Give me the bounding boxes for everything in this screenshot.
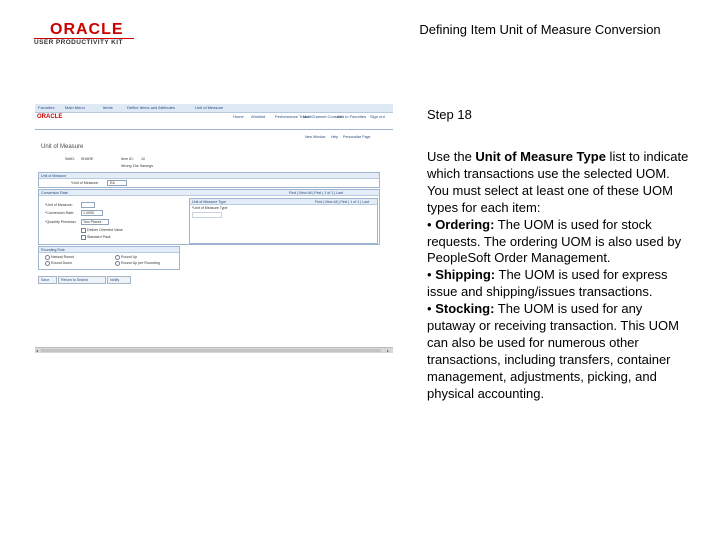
- page-title: Unit of Measure: [41, 144, 84, 150]
- stocking-text: The UOM is used for any putaway or receiving transaction. This UOM can also be used for numerous other transactions, including transfers, container management, adjustments, picking, and physical accounting.: [427, 301, 679, 401]
- shipping-bold: Shipping:: [435, 267, 496, 283]
- oracle-upk-logo: [34, 22, 134, 52]
- scroll-left-icon[interactable]: ◂: [36, 348, 39, 353]
- conversion-navigator[interactable]: Find | View All | First | 1 of 1 | Last: [289, 190, 344, 195]
- notify-button[interactable]: [107, 276, 131, 284]
- deliver-oriented-checkbox[interactable]: [81, 228, 86, 233]
- uom-section: [38, 172, 380, 188]
- intro-paragraph: [427, 149, 692, 217]
- link-home[interactable]: Home: [233, 114, 244, 119]
- round-up-per-label: Round Up per Rounding: [121, 261, 160, 265]
- round-up-radio[interactable]: [115, 255, 120, 260]
- banner-divider: [35, 129, 393, 130]
- item-id-value: 10: [141, 157, 145, 161]
- shipping-text: The UOM is used for express issue and shipping/issues transactions.: [427, 267, 668, 300]
- deliver-oriented-label: Deliver Oriented Value: [87, 228, 123, 232]
- uom-type-grid-header: [190, 199, 377, 205]
- conversion-rate-value: 1.0000: [83, 211, 94, 215]
- oracle-logo-word: ORACLE: [50, 21, 124, 38]
- intro-post: list to indicate which transactions use the selected UOM. You must select at least one of these UOM types for each item:: [427, 149, 689, 215]
- intro-pre: Use the: [427, 149, 476, 164]
- uom-input-value: EA: [110, 181, 115, 185]
- uom-type-grid: [189, 198, 378, 244]
- shipping-item: [427, 267, 692, 301]
- upk-logo-subtitle: USER PRODUCTIVITY KIT: [34, 39, 123, 46]
- conversion-section: [38, 189, 380, 245]
- setid-value: SHARE: [81, 157, 94, 161]
- nav-unit-of-measure[interactable]: Unit of Measure: [195, 105, 224, 110]
- quantity-precision-value: Two Places: [83, 220, 102, 224]
- application-screenshot: [35, 104, 393, 354]
- logo-rule: [34, 38, 134, 39]
- rounding-rule-section: [38, 246, 180, 270]
- to-uom-input[interactable]: [81, 202, 95, 208]
- bullet-icon: •: [427, 301, 432, 317]
- nav-define-items[interactable]: Define Items and Attributes: [127, 105, 176, 110]
- uom-label: *Unit of Measure:: [71, 181, 99, 185]
- stocking-item: [427, 301, 692, 402]
- round-down-label: Round Down: [51, 261, 72, 265]
- return-to-search-label: Return to Search: [61, 278, 89, 282]
- scrollbar-thumb[interactable]: [41, 349, 381, 352]
- notify-button-label: Notify: [110, 278, 120, 282]
- link-multichannel[interactable]: MultiChannel Console: [303, 114, 343, 119]
- uom-type-column-header: *Unit of Measure Type: [192, 206, 228, 210]
- oracle-mini-logo: ORACLE: [37, 114, 63, 120]
- round-up-label: Round Up: [121, 255, 138, 259]
- setid-label: SetID:: [65, 157, 75, 161]
- breadcrumb-bar: [35, 104, 393, 113]
- natural-round-label: Natural Round: [51, 255, 75, 259]
- item-description: Wrong Zhe Sarongs: [121, 164, 154, 168]
- item-id-label: Item ID:: [121, 157, 134, 161]
- rounding-rule-title: Rounding Rule: [41, 247, 65, 252]
- quantity-precision-select[interactable]: [81, 219, 109, 225]
- stocking-bold: Stocking:: [435, 301, 495, 317]
- round-down-radio[interactable]: [45, 261, 50, 266]
- standard-pack-checkbox[interactable]: [81, 235, 86, 240]
- uom-type-navigator[interactable]: Find | View All | First | 1 of 1 | Last: [315, 199, 370, 204]
- uom-type-grid-title: Unit of Measure Type: [192, 199, 227, 204]
- ordering-bold: Ordering:: [435, 216, 495, 232]
- scroll-right-icon[interactable]: ▸: [387, 348, 390, 353]
- link-sign-out[interactable]: Sign out: [370, 114, 385, 119]
- link-personalize[interactable]: Personalize Page: [343, 135, 371, 139]
- link-performance-trace[interactable]: Performance Trace: [275, 114, 310, 119]
- quantity-precision-label: *Quantity Precision:: [45, 220, 77, 224]
- round-up-per-radio[interactable]: [115, 261, 120, 266]
- conversion-rate-label: *Conversion Rate:: [45, 211, 75, 215]
- uom-section-header: [39, 173, 379, 179]
- intro-bold: Unit of Measure Type: [475, 149, 606, 164]
- link-favorites[interactable]: Add to Favorites: [337, 114, 367, 119]
- natural-round-radio[interactable]: [45, 255, 50, 260]
- conversion-section-header: [39, 190, 379, 196]
- link-help[interactable]: Help: [331, 135, 339, 139]
- bullet-icon: •: [427, 267, 432, 283]
- uom-section-title: Unit of Measure: [41, 173, 67, 178]
- to-uom-label: *Unit of Measure:: [45, 203, 73, 207]
- save-button-label: Save: [41, 278, 50, 282]
- uom-input[interactable]: [107, 180, 127, 186]
- link-new-window[interactable]: New Window: [305, 135, 326, 139]
- uom-type-select[interactable]: [192, 212, 222, 218]
- return-to-search-button[interactable]: [58, 276, 106, 284]
- nav-items[interactable]: Items: [103, 105, 113, 110]
- rounding-rule-header: [39, 247, 179, 253]
- step-description: [427, 149, 692, 403]
- save-button[interactable]: [38, 276, 57, 284]
- ordering-item: [427, 217, 692, 268]
- conversion-section-title: Conversion Rate: [41, 190, 68, 195]
- conversion-rate-input[interactable]: [81, 210, 103, 216]
- horizontal-scrollbar[interactable]: [35, 347, 393, 353]
- link-worklist[interactable]: Worklist: [251, 114, 266, 119]
- nav-main-menu[interactable]: Main Menu: [65, 105, 85, 110]
- step-label: Step 18: [427, 107, 472, 122]
- nav-favorites[interactable]: Favorites: [38, 105, 55, 110]
- slide-title: Defining Item Unit of Measure Conversion: [419, 22, 661, 37]
- ordering-text: The UOM is used for stock requests. The ordering UOM is also used by PeopleSoft Order Management.: [427, 216, 682, 266]
- bullet-icon: •: [427, 216, 432, 232]
- standard-pack-label: Standard Pack: [87, 235, 111, 239]
